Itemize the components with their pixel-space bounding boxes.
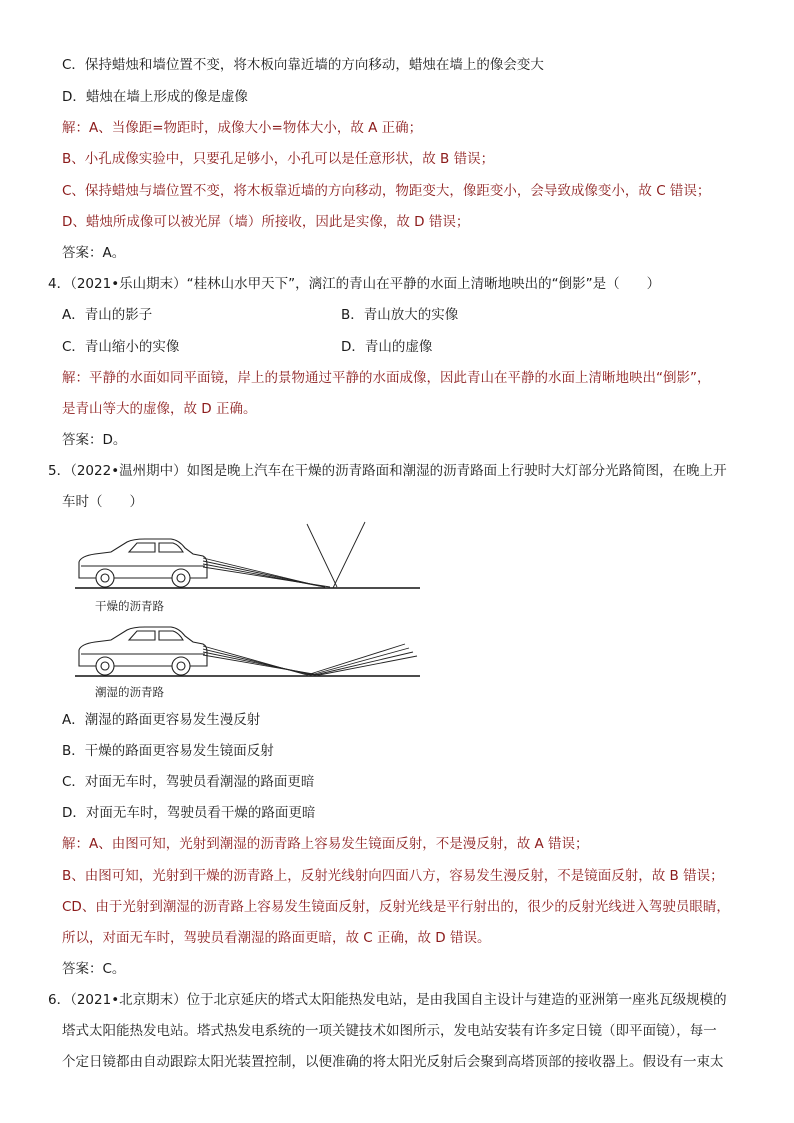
figure-wet-road bbox=[75, 616, 425, 702]
q5-option-a: A．潮湿的路面更容易发生漫反射 bbox=[62, 712, 261, 728]
parallel-reflected-rays bbox=[307, 644, 417, 675]
q5-solution-line: B、由图可知，光射到干燥的沥青路上，反射光线射向四面八方，容易发生漫反射，不是镜面反射，故 B 错误； bbox=[62, 868, 724, 884]
q6-stem-line: 个定日镜都由自动跟踪太阳光装置控制，以便准确的将太阳光反射后会聚到高塔顶部的接收器上。假设有一束太 bbox=[62, 1054, 724, 1070]
q4-stem: 4．（2021•乐山期末）“桂林山水甲天下”，漓江的青山在平静的水面上清晰地映出的“倒影”是（ ） bbox=[48, 276, 661, 292]
q4-solution-line: 解：平静的水面如同平面镜，岸上的景物通过平静的水面成像，因此青山在平静的水面上清晰地映出“倒影”， bbox=[62, 370, 711, 386]
caption-dry-road: 干燥的沥青路 bbox=[95, 599, 164, 613]
q4-option-c: C．青山缩小的实像 bbox=[62, 339, 180, 355]
q5-stem-line: 车时（ ） bbox=[62, 494, 143, 510]
q3-answer: 答案：A。 bbox=[62, 245, 126, 261]
q5-option-d: D．对面无车时，驾驶员看干燥的路面更暗 bbox=[62, 805, 316, 821]
q4-option-d: D．青山的虚像 bbox=[341, 339, 433, 355]
q5-answer: 答案：C。 bbox=[62, 961, 126, 977]
q5-solution-line: CD、由于光射到潮湿的沥青路上容易发生镜面反射，反射光线是平行射出的，很少的反射光线进入驾驶员眼睛， bbox=[62, 899, 730, 915]
q5-solution-line: 所以，对面无车时，驾驶员看潮湿的路面更暗，故 C 正确，故 D 错误。 bbox=[62, 930, 491, 946]
incident-light-rays bbox=[203, 646, 319, 675]
scattered-reflected-rays bbox=[307, 522, 365, 588]
caption-wet-road: 潮湿的沥青路 bbox=[95, 685, 164, 699]
q5-option-b: B．干燥的路面更容易发生镜面反射 bbox=[62, 743, 274, 759]
figure-dry-road bbox=[75, 518, 425, 618]
car-icon bbox=[79, 539, 207, 587]
dry-road-diagram bbox=[75, 518, 425, 602]
q4-option-a: A．青山的影子 bbox=[62, 307, 153, 323]
q3-solution-line: B、小孔成像实验中，只要孔足够小，小孔可以是任意形状，故 B 错误； bbox=[62, 151, 495, 167]
q5-solution-line: 解：A、由图可知，光射到潮湿的沥青路上容易发生镜面反射，不是漫反射，故 A 错误； bbox=[62, 836, 589, 852]
q4-solution-line: 是青山等大的虚像，故 D 正确。 bbox=[62, 401, 257, 417]
q3-option-d: D．蜡烛在墙上形成的像是虚像 bbox=[62, 89, 248, 105]
q6-stem-line: 塔式太阳能热发电站。塔式热发电系统的一项关键技术如图所示，发电站安装有许多定日镜（即平面镜），每一 bbox=[62, 1023, 717, 1039]
q3-solution-line: C、保持蜡烛与墙位置不变，将木板靠近墙的方向移动，物距变大，像距变小，会导致成像变小，故 C 错误； bbox=[62, 183, 711, 199]
wet-road-diagram bbox=[75, 616, 425, 682]
car-icon bbox=[79, 627, 207, 675]
q4-answer: 答案：D。 bbox=[62, 432, 127, 448]
q5-option-c: C．对面无车时，驾驶员看潮湿的路面更暗 bbox=[62, 774, 315, 790]
q4-option-b: B．青山放大的实像 bbox=[341, 307, 459, 323]
incident-light-rays bbox=[203, 558, 330, 587]
q3-solution-line: D、蜡烛所成像可以被光屏（墙）所接收，因此是实像，故 D 错误； bbox=[62, 214, 470, 230]
q5-stem-line: 5．（2022•温州期中）如图是晚上汽车在干燥的沥青路面和潮湿的沥青路面上行驶时大灯部分光路简图，在晚上开 bbox=[48, 463, 727, 479]
q6-stem-line: 6．（2021•北京期末）位于北京延庆的塔式太阳能热发电站，是由我国自主设计与建造的亚洲第一座兆瓦级规模的 bbox=[48, 992, 727, 1008]
q3-option-c: C．保持蜡烛和墙位置不变，将木板向靠近墙的方向移动，蜡烛在墙上的像会变大 bbox=[62, 57, 544, 73]
q3-solution-line: 解：A、当像距=物距时，成像大小=物体大小，故 A 正确； bbox=[62, 120, 423, 136]
